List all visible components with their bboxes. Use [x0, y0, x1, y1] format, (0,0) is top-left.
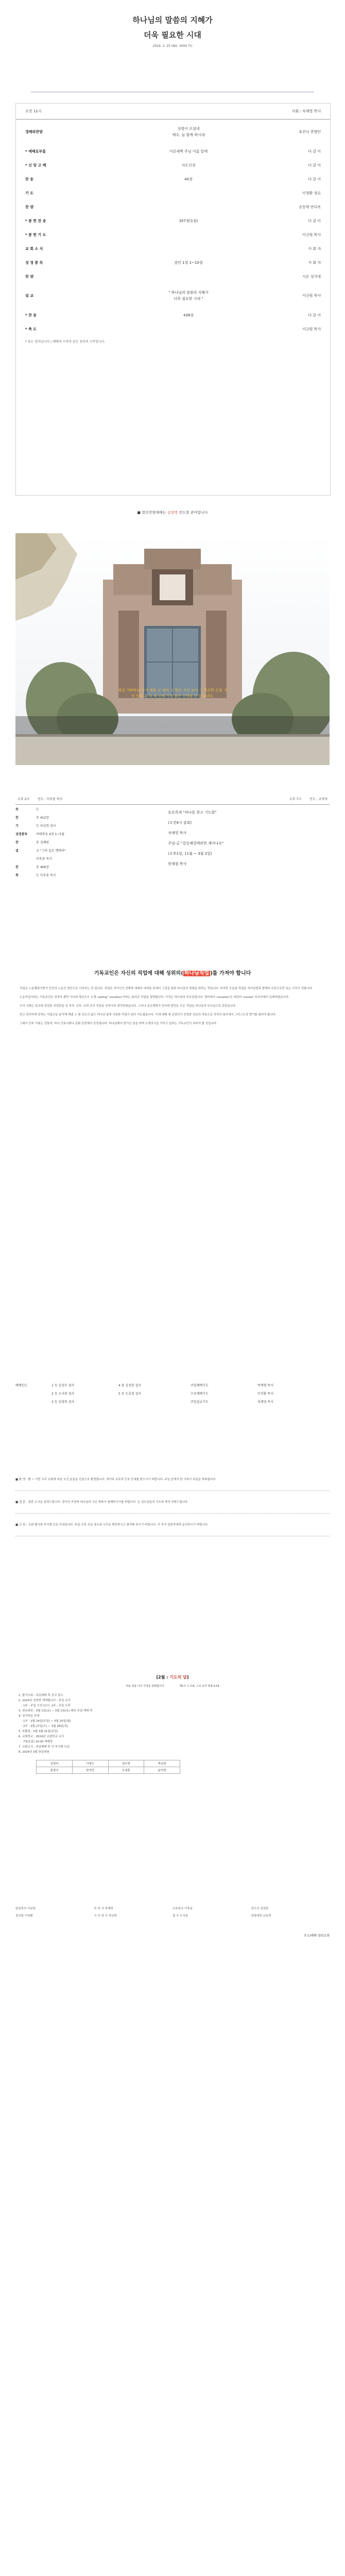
- worship-item-person: 이규원 목사: [302, 327, 321, 331]
- offering-team-row: [37, 1760, 180, 1767]
- evening-time: 오후 7시: [289, 798, 302, 801]
- prayer-item: 6. 교회학교 : 2024년 교회학교 교사: [19, 1735, 64, 1738]
- afternoon-item-detail: 교 "그의 길로 행하라": [36, 849, 66, 853]
- worship-item-detail: 40장: [184, 177, 193, 181]
- staff-cell: 장로회 이청환: [15, 1914, 33, 1918]
- evening-program-line: (오전4시 삼회): [168, 821, 192, 825]
- helper-cell: 1 등 김성두 집사: [51, 1383, 75, 1387]
- afternoon-order-item: [15, 829, 152, 838]
- worship-order-item: [16, 186, 330, 200]
- church-photo: [15, 533, 330, 765]
- church-building-image: [15, 533, 330, 765]
- prayer-item: - 7일(1일) 19:00 예배당: [19, 1740, 53, 1743]
- prayer-item: - 1부 : 3월 24일(주일) ~ 3월 25일(월): [19, 1720, 71, 1723]
- worship-item-detail: 436장: [183, 313, 194, 317]
- worship-order-item: [16, 242, 330, 256]
- title-line-1: 하나님의 말씀의 지혜가: [132, 15, 213, 25]
- afternoon-item-detail: 도: [36, 807, 39, 811]
- column-paragraph: 우리 사회는 종교와 관련된 직업만을 성 직자, 신부, 승려 등의 직업을 성직이라 생각하였습니다. 그러나 종교개혁가 루터와 칼빈은 모든 직업을 하나님의 부르심으로 보았습니다.: [20, 1005, 236, 1008]
- helper-cell: 이진환 목사: [257, 1392, 273, 1396]
- worship-order-rows: [16, 120, 330, 336]
- prayer-item: 5. 부활절 : 3월 3월 31일(주일): [19, 1730, 58, 1733]
- prayer-title-post: ]: [186, 1675, 189, 1680]
- worship-order-item: [16, 158, 330, 172]
- worship-item-person: 손동혁 안디옥: [299, 205, 321, 209]
- worship-item-detail: 잠언 1장 1~10절: [174, 260, 203, 265]
- worship-item-person: 다 같 이: [308, 149, 321, 154]
- bulletin-date: 2024. 2. 25 (NO. 3004 外): [152, 44, 193, 48]
- worship-item-label: 경배와찬양: [25, 130, 43, 134]
- praise-notice-prefix: ■ 열린찬양예배는: [137, 511, 167, 515]
- helpers-row: [15, 1389, 330, 1397]
- prayer-title-red: 기도의 달: [169, 1675, 187, 1680]
- notice-item: ■ 환 영 : 환 ~ 이런 우리 교회에 처음 오신 분들을 진심으로 환영합니다. 새가족 교육과 등록 안내를 받으시기 바랍니다. 주님 안에서 한 가족이 되심을 축복합니다.: [15, 1473, 330, 1491]
- offering-team-cell: 한지민: [72, 1767, 108, 1774]
- staff-cell: 담임목사 이규원: [15, 1907, 36, 1910]
- worship-item-label: 설 교: [25, 294, 33, 298]
- prayer-item: 1. 합기도회 : 주일예배 후 친교 장소: [19, 1694, 63, 1697]
- column-paragraph: 노동직업이라는 기독교인은 성직자 뿐만 아니라 평신도도 소명 'calling' 'vocation'이라는 용어로 직업을 설명합니다. 이것은 하나님의 부르심입니다. 영어에서 'vocation'은 라틴어 'vocare' 부르다에서 유래하였습니다.: [20, 996, 289, 999]
- worship-item-label: * 봉 헌 찬 송: [25, 218, 46, 223]
- column-title-post: )를 가져야 합니다: [210, 971, 251, 976]
- worship-order-note: * 표는 일어납니다 / 예배의 시작과 끝은 침묵의 시작입니다.: [25, 340, 106, 344]
- services-header: [15, 793, 330, 805]
- service-time: 오전 11시: [25, 109, 42, 113]
- afternoon-item-label: 찬: [15, 865, 19, 869]
- worship-item-person: 호산나 찬양단: [299, 130, 321, 134]
- worship-item-person: 시온 성가대: [302, 274, 321, 279]
- worship-item-person: 이규원 목사: [302, 232, 321, 237]
- helper-cell: 4 용 김성한 집사: [118, 1383, 142, 1387]
- worship-item-label: 교 회 소 식: [25, 246, 43, 251]
- worship-item-label: * 축 도: [25, 327, 37, 331]
- afternoon-order-item: [15, 871, 152, 879]
- worship-item-detail: " 하나님의 말씀의 지혜가 더욱 필요한 시대 ": [168, 291, 209, 301]
- worship-item-person: 다 같 이: [308, 218, 321, 223]
- afternoon-order-item: [15, 838, 152, 846]
- worship-order-item: [16, 269, 330, 283]
- afternoon-order-item: [15, 813, 152, 821]
- helper-cell: 3 등 김영희 집사: [51, 1400, 75, 1404]
- worship-item-label: 성 경 봉 독: [25, 260, 43, 265]
- worship-item-detail: 성령이 오셨네 예수, 늘 함께 하시네: [172, 127, 205, 137]
- prayer-item: 3. 헌금위원 : 3월 1일(금) ~ 3월 2일(토) 매주 주일 예배 후: [19, 1709, 93, 1713]
- afternoon-order-item: [15, 846, 152, 854]
- staff-cell: 부 목 사 차재영: [94, 1907, 113, 1910]
- helper-cell: 수요예배기도: [191, 1392, 209, 1396]
- offering-team-cell: 박선희: [144, 1760, 180, 1767]
- worship-order-item: [16, 200, 330, 214]
- offering-team-cell: 정수현: [108, 1760, 144, 1767]
- afternoon-item-detail: 마태복음 4장 1~5절: [36, 832, 65, 836]
- helper-cell: 2 등 오사관 집사: [51, 1392, 75, 1396]
- worship-order-item: [16, 322, 330, 336]
- evening-program-line: 한재철 목사: [168, 862, 187, 866]
- worship-item-person: 이규원 목사: [302, 294, 321, 298]
- afternoon-item-detail: 이후용 목사: [36, 857, 52, 861]
- afternoon-item-label: 성경봉독: [15, 832, 28, 836]
- column-paragraph: 그래서 민주 사회는 전통적, 하나 간토사회나 문화 존중해서 존중됩니다. 하나님께서 맡기신 일을 하며 소명의식을 가지고 일하는 기독교인이 되어야 할 것입니다.: [20, 1022, 217, 1025]
- service-helpers: [15, 1381, 330, 1437]
- church-notices: [15, 1473, 330, 1541]
- prayer-item: 7. 교회소식 : 주일예배 후 각 부서별 모임: [19, 1745, 70, 1749]
- helper-cell: 박재형 목사: [257, 1383, 273, 1387]
- worship-order-item: [16, 228, 330, 242]
- offering-team-cell: 윤미영: [144, 1767, 180, 1774]
- worship-order-item: [16, 172, 330, 186]
- praise-notice-tail: 전도할 준비합니다: [178, 511, 208, 515]
- afternoon-item-detail: 도 허선희 권사: [36, 824, 56, 828]
- footer-contact: 주소/예배 정원교회: [303, 1934, 330, 1938]
- staff-cell: 교육목사 이후용: [173, 1907, 193, 1910]
- afternoon-item-detail: 송 412장: [36, 816, 49, 820]
- notice-item: ■ 교 회 : 교회 행사와 부서별 모임 안내입니다. 주일 오후 모임 장소와 시간을 확인하시고 참석해 주시기 바랍니다. 각 부서 담당자에게 문의하시기 바랍니다.: [15, 1519, 330, 1536]
- worship-order: [15, 103, 331, 496]
- afternoon-item-label: 찬: [15, 840, 19, 844]
- worship-item-label: 찬 양: [25, 205, 33, 209]
- worship-item-detail: 사도신경: [181, 163, 196, 167]
- prayer-title: [15, 1674, 330, 1680]
- prayer-item: 4. 성가연습 안내: [19, 1715, 40, 1718]
- worship-item-label: * 봉 헌 기 도: [25, 232, 46, 237]
- notice-item: ■ 결 혼 : 결혼 소식을 알려드립니다. 양가의 가정에 하나님의 크신 축복이 함께하시기를 바랍니다. 온 성도님들의 기도와 축하 부탁드립니다.: [15, 1496, 330, 1514]
- helpers-row: [15, 1397, 330, 1405]
- afternoon-order-item: [15, 862, 152, 871]
- worship-item-label: 찬 양: [25, 274, 33, 279]
- prayer-sub-2: 제1주 시 2:8, 그의 요약 제 6:3:19: [179, 1685, 219, 1688]
- staff-grid: [15, 1906, 330, 1918]
- staff-cell: 집 사 오사관: [173, 1914, 188, 1918]
- helper-cell: 주일설교기도: [191, 1400, 209, 1404]
- afternoon-time: 오후 2시: [18, 798, 30, 801]
- helper-cell: 주일예배기도: [191, 1383, 209, 1387]
- column-title-highlight: 하나님직업: [184, 971, 210, 976]
- helper-cell: 5 등 도효정 집사: [118, 1392, 142, 1396]
- worship-item-person: 이청환 장로: [302, 191, 321, 195]
- pastoral-column: [15, 969, 330, 1030]
- afternoon-order-item: [15, 805, 152, 813]
- prayer-item: 2. 2024년 성경반 재개합니다 : 주일 교사: [19, 1699, 71, 1702]
- worship-item-detail: 357장(1절): [179, 218, 198, 223]
- evening-program-line: (오후1일, 11월 ~ 3월 2일): [168, 852, 212, 856]
- column-paragraph: 중고 성직자에 못하는 직업군을 분리해 해냈 고 평 신도의 삶도 하나님 앞에 거룩한 직업이 된다 가르쳤습니다. 이에 대해 새 신앙인이 진정한 섬김의 마음으로 각자의 일터에서 그리스도의 향기를 품어야 합니다.: [20, 1013, 277, 1016]
- prayer-section: [15, 1674, 330, 1774]
- worship-order-item: [16, 144, 330, 158]
- afternoon-order-item: [15, 854, 152, 862]
- offering-team-cell: 최정아: [37, 1767, 73, 1774]
- prayer-title-pre: [2월 :: [156, 1675, 170, 1680]
- staff-cell: 시 무 권 사 허선희: [94, 1914, 117, 1918]
- afternoon-item-detail: 도 이후용 목사: [36, 873, 56, 877]
- worship-order-item: [16, 120, 330, 144]
- afternoon-leader: 인도 : 이후용 목사: [38, 798, 63, 801]
- prayer-items: [15, 1693, 330, 1755]
- staff-cell: 찬양대장 손동혁: [251, 1914, 271, 1918]
- worship-item-person: 다 같 이: [308, 163, 321, 167]
- offering-team-row: [37, 1767, 180, 1774]
- helpers-row: [15, 1381, 330, 1389]
- prayer-sub-1: 하늘 복을 나의 가정을 면회합니다: [126, 1685, 164, 1688]
- afternoon-item-label: 설: [15, 849, 19, 853]
- afternoon-item-label: 묵: [15, 807, 19, 811]
- afternoon-item-detail: 송 406장: [36, 865, 49, 869]
- blank-area: [0, 1958, 345, 2576]
- afternoon-services: [15, 793, 330, 933]
- column-body: [15, 987, 330, 1026]
- evening-program-line: 주일-금 "갈등해결에관한 세미나요": [168, 841, 224, 845]
- bulletin-header: [0, 0, 345, 97]
- evening-program-line: 차재영 목사: [168, 831, 187, 835]
- helpers-rows: [15, 1381, 330, 1405]
- photo-caption: 평강 기뻐하심 사거 채움 교 대자 이 방은 가이 보이 그 한산한 은을 기 인 등록 유 의 제 인해 가장 좋은 선택을 한 있습니다.: [118, 688, 227, 698]
- worship-order-header: [16, 104, 330, 120]
- column-paragraph: 직업은 노동행위이면서 인간의 노동의 생산으로 이어지는 것 입니다. 직업은 자기인식 선택과 세대의 어려움 속에서 그것을 통한 하나님의 영광을 위하는 것입니다. 하지만 오늘날 직업을 자아실현과 생계의 수단으로만 보는 시각이 강합니다.: [20, 987, 313, 990]
- praise-notice[interactable]: [0, 510, 345, 515]
- service-leader: 사회 : 차재영 목사: [291, 109, 321, 113]
- prayer-item: - 1주 : 주일 오전 11시, 2주 : 주일 오후: [19, 1704, 71, 1707]
- worship-order-item: [16, 214, 330, 228]
- worship-item-label: * 예배로부름: [25, 149, 46, 154]
- prayer-item: - 2부 : 3월 27일(수) ~ 3월 28일(목): [19, 1725, 68, 1728]
- worship-item-detail: 이른새벽 주님 이름 앞에: [169, 149, 208, 154]
- worship-order-item: [16, 256, 330, 269]
- worship-item-label: * 신 앙 고 백: [25, 163, 46, 167]
- helper-cell: 차재영 목사: [257, 1400, 273, 1404]
- prayer-subtitle: [15, 1684, 330, 1688]
- praise-notice-highlight: 김장영: [167, 511, 178, 515]
- evening-program: [152, 805, 330, 879]
- afternoon-item-label: 축: [15, 873, 19, 877]
- afternoon-order-item: [15, 821, 152, 829]
- worship-order-item: [16, 283, 330, 308]
- worship-item-person: 사 회 자: [308, 260, 321, 265]
- afternoon-item-label: 기: [15, 824, 19, 828]
- afternoon-order: [15, 805, 152, 879]
- evening-program-line: 토요특새 "허나를 찾고 기도회": [168, 810, 217, 815]
- column-title-pre: 기독교인은 자신의 직업에 대해 성위의(: [94, 971, 183, 976]
- worship-item-label: 찬 송: [25, 177, 33, 181]
- worship-item-label: 기 도: [25, 191, 33, 195]
- helper-cell: 예배인도: [15, 1383, 28, 1387]
- afternoon-item-label: 찬: [15, 816, 19, 820]
- title-line-2: 더욱 필요한 시대: [144, 30, 201, 40]
- worship-item-person: 다 같 이: [308, 313, 321, 317]
- column-title: [15, 969, 330, 976]
- afternoon-item-detail: 송 김혜원: [36, 840, 49, 844]
- prayer-item: 8. 2024년 3월 헌금위원: [19, 1751, 49, 1754]
- offering-team-cell: 오세훈: [108, 1767, 144, 1774]
- worship-item-person: 다 같 이: [308, 177, 321, 181]
- evening-leader: 인도 : 교역자: [309, 798, 327, 801]
- offering-team-cell: 김영미: [37, 1760, 73, 1767]
- staff-cell: 전도사 김성한: [251, 1907, 269, 1910]
- worship-item-person: 사 회 자: [308, 246, 321, 251]
- staff-footer: [15, 1906, 330, 1938]
- worship-item-label: * 찬 송: [25, 313, 37, 317]
- worship-order-item: [16, 308, 330, 322]
- offering-team-table: [36, 1760, 180, 1774]
- offering-team-cell: 이명수: [72, 1760, 108, 1767]
